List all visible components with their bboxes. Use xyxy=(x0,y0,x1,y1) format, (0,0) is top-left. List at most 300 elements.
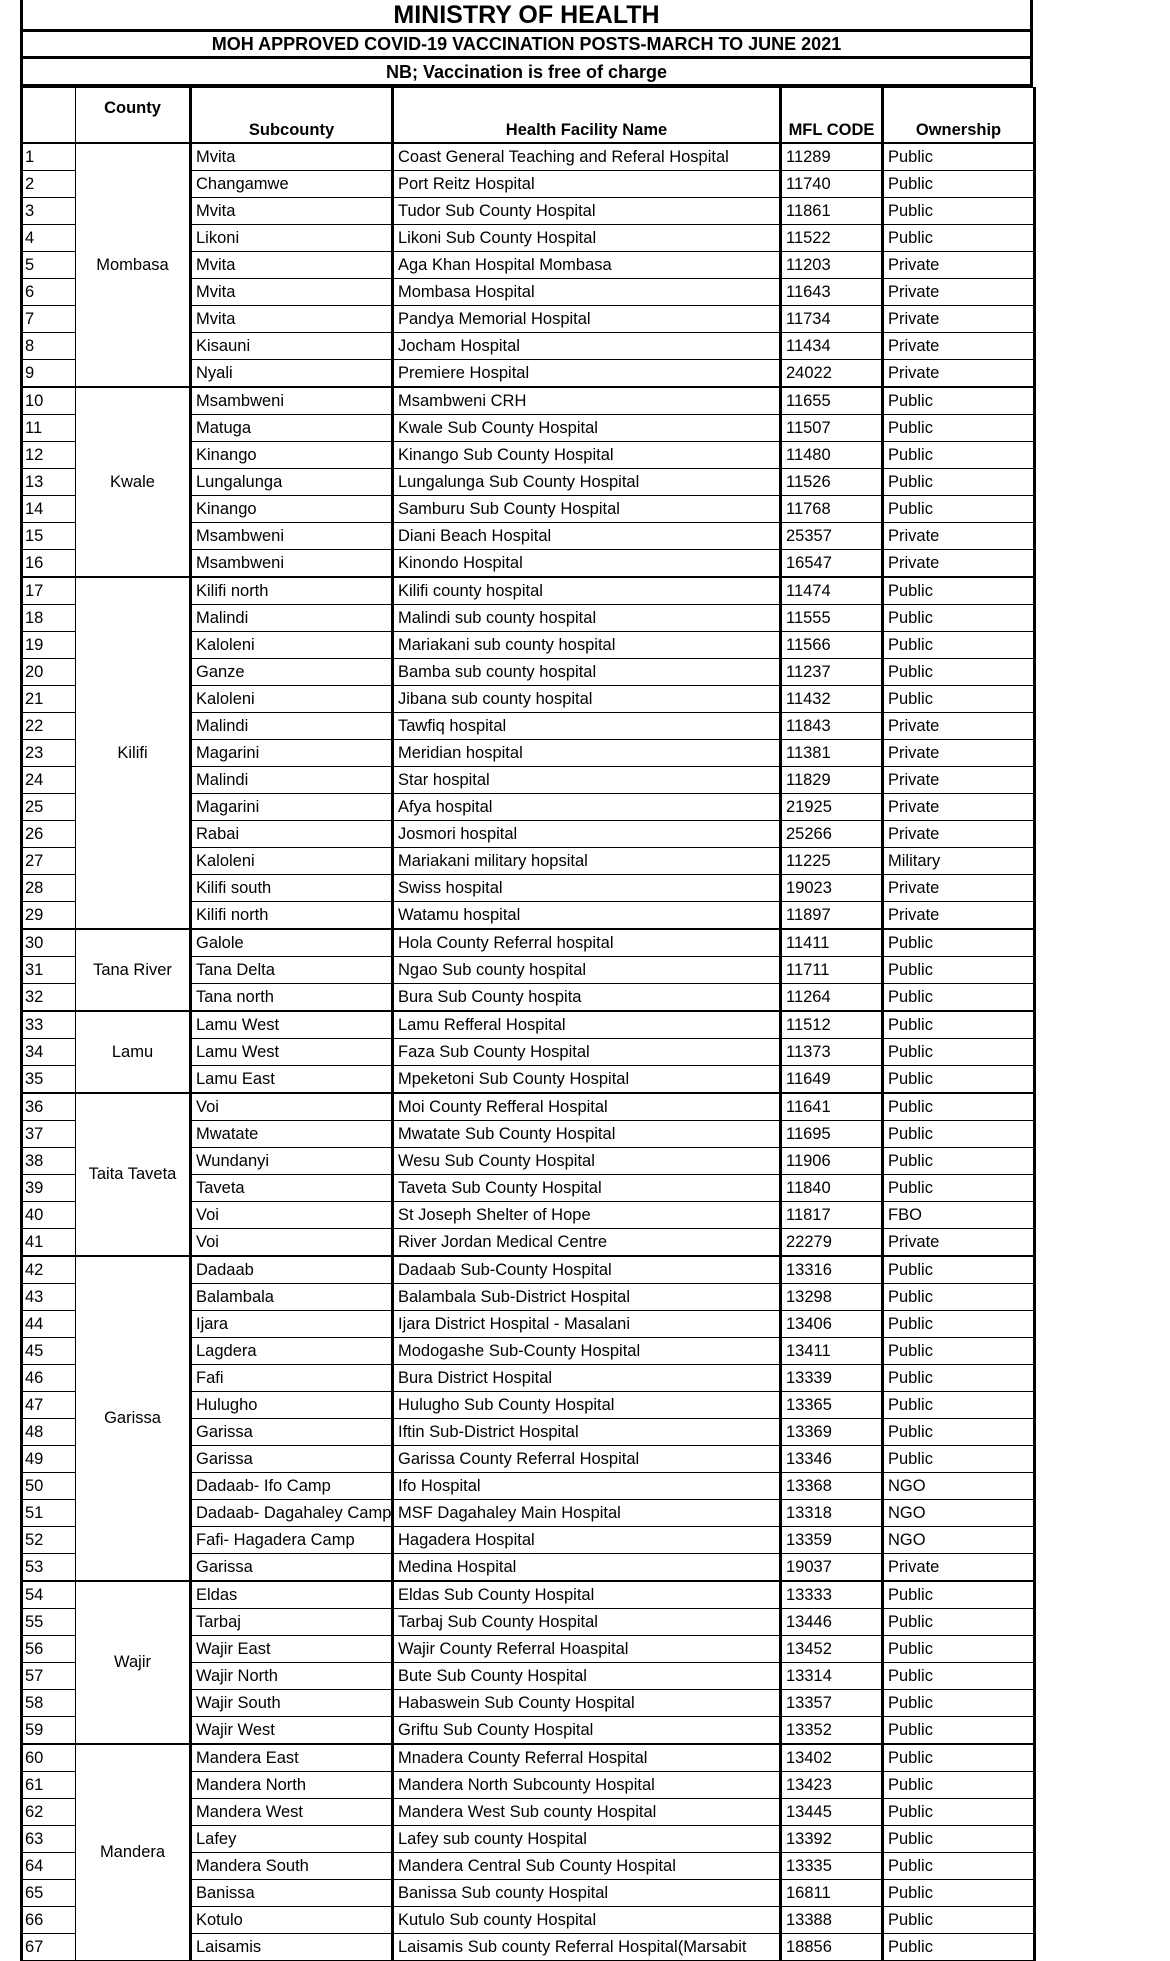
cell-number: 13 xyxy=(22,468,76,495)
cell-ownership: Private xyxy=(883,820,1035,847)
cell-county: Kwale xyxy=(76,387,191,577)
cell-number: 30 xyxy=(22,929,76,957)
cell-number: 50 xyxy=(22,1472,76,1499)
cell-subcounty: Garissa xyxy=(191,1553,393,1581)
cell-mfl-code: 11411 xyxy=(781,929,883,957)
cell-county: Wajir xyxy=(76,1581,191,1744)
cell-number: 12 xyxy=(22,441,76,468)
cell-county: Mandera xyxy=(76,1744,191,1961)
cell-ownership: Private xyxy=(883,522,1035,549)
cell-ownership: Private xyxy=(883,766,1035,793)
cell-subcounty: Magarini xyxy=(191,739,393,766)
cell-ownership: Public xyxy=(883,1337,1035,1364)
cell-subcounty: Mvita xyxy=(191,197,393,224)
cell-subcounty: Msambweni xyxy=(191,522,393,549)
cell-facility: Meridian hospital xyxy=(393,739,781,766)
cell-mfl-code: 13402 xyxy=(781,1744,883,1772)
cell-ownership: Public xyxy=(883,1852,1035,1879)
column-header-mfl-code: MFL CODE xyxy=(781,88,883,143)
cell-ownership: NGO xyxy=(883,1526,1035,1553)
cell-subcounty: Rabai xyxy=(191,820,393,847)
cell-facility: Lafey sub county Hospital xyxy=(393,1825,781,1852)
cell-facility: Hulugho Sub County Hospital xyxy=(393,1391,781,1418)
cell-ownership: Private xyxy=(883,549,1035,577)
cell-ownership: Public xyxy=(883,197,1035,224)
cell-ownership: Public xyxy=(883,1608,1035,1635)
cell-facility: Tudor Sub County Hospital xyxy=(393,197,781,224)
cell-facility: Coast General Teaching and Referal Hospital xyxy=(393,143,781,171)
cell-ownership: Public xyxy=(883,1283,1035,1310)
cell-facility: Bute Sub County Hospital xyxy=(393,1662,781,1689)
cell-number: 57 xyxy=(22,1662,76,1689)
cell-mfl-code: 13411 xyxy=(781,1337,883,1364)
cell-number: 11 xyxy=(22,414,76,441)
cell-subcounty: Mvita xyxy=(191,143,393,171)
cell-facility: Laisamis Sub county Referral Hospital(Marsabit xyxy=(393,1933,781,1960)
cell-subcounty: Lagdera xyxy=(191,1337,393,1364)
cell-facility: Griftu Sub County Hospital xyxy=(393,1716,781,1744)
cell-number: 16 xyxy=(22,549,76,577)
cell-ownership: Public xyxy=(883,1038,1035,1065)
cell-number: 40 xyxy=(22,1201,76,1228)
cell-mfl-code: 13333 xyxy=(781,1581,883,1609)
cell-ownership: Public xyxy=(883,1011,1035,1039)
cell-facility: Jocham Hospital xyxy=(393,332,781,359)
cell-ownership: Public xyxy=(883,387,1035,415)
cell-mfl-code: 11237 xyxy=(781,658,883,685)
cell-subcounty: Mvita xyxy=(191,278,393,305)
cell-ownership: FBO xyxy=(883,1201,1035,1228)
cell-number: 43 xyxy=(22,1283,76,1310)
cell-facility: Modogashe Sub-County Hospital xyxy=(393,1337,781,1364)
cell-subcounty: Likoni xyxy=(191,224,393,251)
cell-number: 48 xyxy=(22,1418,76,1445)
cell-number: 4 xyxy=(22,224,76,251)
cell-number: 35 xyxy=(22,1065,76,1093)
cell-number: 2 xyxy=(22,170,76,197)
cell-facility: Kinondo Hospital xyxy=(393,549,781,577)
cell-subcounty: Lamu East xyxy=(191,1065,393,1093)
cell-facility: Mandera West Sub county Hospital xyxy=(393,1798,781,1825)
cell-mfl-code: 11897 xyxy=(781,901,883,929)
cell-subcounty: Dadaab- Ifo Camp xyxy=(191,1472,393,1499)
cell-mfl-code: 11711 xyxy=(781,956,883,983)
cell-facility: Iftin Sub-District Hospital xyxy=(393,1418,781,1445)
cell-facility: Garissa County Referral Hospital xyxy=(393,1445,781,1472)
cell-subcounty: Lamu West xyxy=(191,1011,393,1039)
cell-subcounty: Kaloleni xyxy=(191,685,393,712)
cell-facility: Josmori hospital xyxy=(393,820,781,847)
cell-facility: Ngao Sub county hospital xyxy=(393,956,781,983)
column-header-subcounty: Subcounty xyxy=(191,88,393,143)
cell-facility: Bamba sub county hospital xyxy=(393,658,781,685)
cell-number: 46 xyxy=(22,1364,76,1391)
cell-number: 66 xyxy=(22,1906,76,1933)
cell-facility: Bura District Hospital xyxy=(393,1364,781,1391)
cell-subcounty: Kaloleni xyxy=(191,631,393,658)
cell-mfl-code: 13369 xyxy=(781,1418,883,1445)
table-row xyxy=(22,577,1035,605)
column-header-county: County xyxy=(76,88,191,143)
cell-ownership: Private xyxy=(883,332,1035,359)
cell-facility: Port Reitz Hospital xyxy=(393,170,781,197)
cell-mfl-code: 19037 xyxy=(781,1553,883,1581)
cell-subcounty: Kinango xyxy=(191,495,393,522)
cell-ownership: Public xyxy=(883,1662,1035,1689)
cell-number: 29 xyxy=(22,901,76,929)
cell-mfl-code: 13352 xyxy=(781,1716,883,1744)
cell-number: 14 xyxy=(22,495,76,522)
cell-facility: Kinango Sub County Hospital xyxy=(393,441,781,468)
cell-mfl-code: 24022 xyxy=(781,359,883,387)
cell-mfl-code: 11512 xyxy=(781,1011,883,1039)
cell-facility: Afya hospital xyxy=(393,793,781,820)
cell-mfl-code: 13298 xyxy=(781,1283,883,1310)
cell-subcounty: Malindi xyxy=(191,604,393,631)
cell-facility: Likoni Sub County Hospital xyxy=(393,224,781,251)
cell-facility: Balambala Sub-District Hospital xyxy=(393,1283,781,1310)
cell-subcounty: Kilifi north xyxy=(191,901,393,929)
cell-subcounty: Ijara xyxy=(191,1310,393,1337)
cell-facility: Samburu Sub County Hospital xyxy=(393,495,781,522)
cell-county: Kilifi xyxy=(76,577,191,929)
cell-number: 51 xyxy=(22,1499,76,1526)
cell-mfl-code: 25266 xyxy=(781,820,883,847)
cell-subcounty: Kinango xyxy=(191,441,393,468)
cell-subcounty: Wajir East xyxy=(191,1635,393,1662)
cell-subcounty: Tana north xyxy=(191,983,393,1011)
cell-ownership: Public xyxy=(883,1174,1035,1201)
cell-ownership: Public xyxy=(883,1391,1035,1418)
cell-ownership: Public xyxy=(883,1798,1035,1825)
cell-number: 39 xyxy=(22,1174,76,1201)
cell-mfl-code: 11734 xyxy=(781,305,883,332)
cell-ownership: Public xyxy=(883,1635,1035,1662)
cell-ownership: Public xyxy=(883,1744,1035,1772)
cell-subcounty: Laisamis xyxy=(191,1933,393,1960)
table-row xyxy=(22,1256,1035,1284)
cell-mfl-code: 11768 xyxy=(781,495,883,522)
cell-number: 19 xyxy=(22,631,76,658)
cell-ownership: Public xyxy=(883,983,1035,1011)
cell-ownership: Public xyxy=(883,577,1035,605)
cell-mfl-code: 11381 xyxy=(781,739,883,766)
cell-subcounty: Hulugho xyxy=(191,1391,393,1418)
cell-facility: Pandya Memorial Hospital xyxy=(393,305,781,332)
cell-facility: Kwale Sub County Hospital xyxy=(393,414,781,441)
facilities-table xyxy=(20,87,1036,1961)
cell-number: 53 xyxy=(22,1553,76,1581)
cell-number: 23 xyxy=(22,739,76,766)
cell-mfl-code: 25357 xyxy=(781,522,883,549)
cell-ownership: Public xyxy=(883,1310,1035,1337)
cell-subcounty: Garissa xyxy=(191,1418,393,1445)
cell-ownership: Private xyxy=(883,359,1035,387)
cell-mfl-code: 11843 xyxy=(781,712,883,739)
page-title: MINISTRY OF HEALTH xyxy=(20,0,1033,32)
cell-subcounty: Wundanyi xyxy=(191,1147,393,1174)
cell-facility: Tarbaj Sub County Hospital xyxy=(393,1608,781,1635)
cell-subcounty: Tarbaj xyxy=(191,1608,393,1635)
cell-number: 10 xyxy=(22,387,76,415)
cell-facility: Mombasa Hospital xyxy=(393,278,781,305)
table-body xyxy=(22,143,1035,1961)
cell-ownership: Public xyxy=(883,495,1035,522)
cell-facility: Dadaab Sub-County Hospital xyxy=(393,1256,781,1284)
cell-number: 33 xyxy=(22,1011,76,1039)
cell-subcounty: Matuga xyxy=(191,414,393,441)
cell-facility: Msambweni CRH xyxy=(393,387,781,415)
cell-facility: Tawfiq hospital xyxy=(393,712,781,739)
cell-mfl-code: 11526 xyxy=(781,468,883,495)
cell-ownership: Public xyxy=(883,1256,1035,1284)
cell-mfl-code: 16547 xyxy=(781,549,883,577)
cell-ownership: Public xyxy=(883,468,1035,495)
cell-facility: Banissa Sub county Hospital xyxy=(393,1879,781,1906)
cell-mfl-code: 11641 xyxy=(781,1093,883,1121)
cell-ownership: Private xyxy=(883,874,1035,901)
cell-mfl-code: 11522 xyxy=(781,224,883,251)
table-row xyxy=(22,1744,1035,1772)
cell-subcounty: Mandera East xyxy=(191,1744,393,1772)
cell-mfl-code: 11432 xyxy=(781,685,883,712)
cell-mfl-code: 11655 xyxy=(781,387,883,415)
cell-ownership: Public xyxy=(883,1689,1035,1716)
cell-mfl-code: 11480 xyxy=(781,441,883,468)
cell-county: Mombasa xyxy=(76,143,191,387)
cell-subcounty: Lungalunga xyxy=(191,468,393,495)
cell-facility: Mpeketoni Sub County Hospital xyxy=(393,1065,781,1093)
cell-ownership: Public xyxy=(883,1825,1035,1852)
cell-number: 64 xyxy=(22,1852,76,1879)
cell-subcounty: Voi xyxy=(191,1228,393,1256)
cell-number: 28 xyxy=(22,874,76,901)
cell-mfl-code: 11474 xyxy=(781,577,883,605)
cell-ownership: Public xyxy=(883,1879,1035,1906)
cell-facility: Swiss hospital xyxy=(393,874,781,901)
cell-county: Taita Taveta xyxy=(76,1093,191,1256)
cell-mfl-code: 22279 xyxy=(781,1228,883,1256)
cell-facility: Habaswein Sub County Hospital xyxy=(393,1689,781,1716)
cell-mfl-code: 21925 xyxy=(781,793,883,820)
cell-subcounty: Mandera South xyxy=(191,1852,393,1879)
cell-number: 17 xyxy=(22,577,76,605)
cell-facility: Lamu Refferal Hospital xyxy=(393,1011,781,1039)
cell-facility: Lungalunga Sub County Hospital xyxy=(393,468,781,495)
cell-number: 54 xyxy=(22,1581,76,1609)
cell-facility: Moi County Refferal Hospital xyxy=(393,1093,781,1121)
cell-subcounty: Msambweni xyxy=(191,387,393,415)
cell-mfl-code: 11566 xyxy=(781,631,883,658)
table-row xyxy=(22,1581,1035,1609)
cell-facility: Watamu hospital xyxy=(393,901,781,929)
cell-facility: Diani Beach Hospital xyxy=(393,522,781,549)
cell-number: 8 xyxy=(22,332,76,359)
cell-ownership: Private xyxy=(883,251,1035,278)
cell-number: 20 xyxy=(22,658,76,685)
cell-mfl-code: 13316 xyxy=(781,1256,883,1284)
cell-ownership: Public xyxy=(883,658,1035,685)
cell-facility: Mariakani military hopsital xyxy=(393,847,781,874)
cell-facility: River Jordan Medical Centre xyxy=(393,1228,781,1256)
cell-ownership: Public xyxy=(883,929,1035,957)
cell-mfl-code: 11203 xyxy=(781,251,883,278)
cell-facility: Hagadera Hospital xyxy=(393,1526,781,1553)
cell-number: 9 xyxy=(22,359,76,387)
cell-facility: Eldas Sub County Hospital xyxy=(393,1581,781,1609)
cell-mfl-code: 11906 xyxy=(781,1147,883,1174)
cell-mfl-code: 13388 xyxy=(781,1906,883,1933)
page-subtitle: MOH APPROVED COVID-19 VACCINATION POSTS-MARCH TO JUNE 2021 xyxy=(20,32,1033,59)
cell-mfl-code: 13318 xyxy=(781,1499,883,1526)
cell-number: 3 xyxy=(22,197,76,224)
cell-facility: Faza Sub County Hospital xyxy=(393,1038,781,1065)
cell-mfl-code: 11555 xyxy=(781,604,883,631)
cell-mfl-code: 13423 xyxy=(781,1771,883,1798)
cell-mfl-code: 13452 xyxy=(781,1635,883,1662)
cell-facility: Mwatate Sub County Hospital xyxy=(393,1120,781,1147)
cell-ownership: Public xyxy=(883,441,1035,468)
cell-subcounty: Kilifi north xyxy=(191,577,393,605)
cell-ownership: Military xyxy=(883,847,1035,874)
cell-ownership: Public xyxy=(883,224,1035,251)
cell-ownership: Public xyxy=(883,956,1035,983)
cell-ownership: Private xyxy=(883,793,1035,820)
cell-subcounty: Mvita xyxy=(191,251,393,278)
cell-ownership: Private xyxy=(883,712,1035,739)
cell-mfl-code: 13445 xyxy=(781,1798,883,1825)
cell-number: 21 xyxy=(22,685,76,712)
cell-number: 45 xyxy=(22,1337,76,1364)
cell-number: 25 xyxy=(22,793,76,820)
cell-number: 7 xyxy=(22,305,76,332)
cell-mfl-code: 13335 xyxy=(781,1852,883,1879)
cell-ownership: NGO xyxy=(883,1499,1035,1526)
cell-number: 60 xyxy=(22,1744,76,1772)
cell-number: 52 xyxy=(22,1526,76,1553)
column-header-number xyxy=(22,88,76,143)
cell-number: 55 xyxy=(22,1608,76,1635)
cell-facility: Kutulo Sub county Hospital xyxy=(393,1906,781,1933)
cell-number: 1 xyxy=(22,143,76,171)
cell-ownership: Public xyxy=(883,604,1035,631)
table-row xyxy=(22,1093,1035,1121)
cell-mfl-code: 13314 xyxy=(781,1662,883,1689)
cell-facility: Premiere Hospital xyxy=(393,359,781,387)
cell-number: 37 xyxy=(22,1120,76,1147)
cell-ownership: Public xyxy=(883,1933,1035,1960)
cell-facility: Aga Khan Hospital Mombasa xyxy=(393,251,781,278)
cell-facility: MSF Dagahaley Main Hospital xyxy=(393,1499,781,1526)
cell-ownership: Private xyxy=(883,278,1035,305)
cell-ownership: Private xyxy=(883,305,1035,332)
cell-subcounty: Changamwe xyxy=(191,170,393,197)
cell-number: 44 xyxy=(22,1310,76,1337)
cell-ownership: Public xyxy=(883,1120,1035,1147)
cell-facility: Hola County Referral hospital xyxy=(393,929,781,957)
cell-subcounty: Kisauni xyxy=(191,332,393,359)
cell-ownership: Private xyxy=(883,1553,1035,1581)
cell-subcounty: Lamu West xyxy=(191,1038,393,1065)
cell-ownership: Public xyxy=(883,1093,1035,1121)
cell-subcounty: Banissa xyxy=(191,1879,393,1906)
cell-ownership: Public xyxy=(883,1716,1035,1744)
free-of-charge-note: NB; Vaccination is free of charge xyxy=(20,59,1033,87)
cell-subcounty: Taveta xyxy=(191,1174,393,1201)
cell-ownership: Public xyxy=(883,1581,1035,1609)
cell-mfl-code: 11740 xyxy=(781,170,883,197)
cell-ownership: Private xyxy=(883,901,1035,929)
cell-subcounty: Voi xyxy=(191,1093,393,1121)
cell-ownership: Public xyxy=(883,685,1035,712)
cell-subcounty: Kaloleni xyxy=(191,847,393,874)
cell-county: Garissa xyxy=(76,1256,191,1581)
cell-facility: Wesu Sub County Hospital xyxy=(393,1147,781,1174)
cell-number: 26 xyxy=(22,820,76,847)
cell-mfl-code: 13359 xyxy=(781,1526,883,1553)
cell-ownership: Public xyxy=(883,1418,1035,1445)
cell-number: 36 xyxy=(22,1093,76,1121)
cell-county: Tana River xyxy=(76,929,191,1011)
cell-subcounty: Nyali xyxy=(191,359,393,387)
cell-mfl-code: 11225 xyxy=(781,847,883,874)
cell-number: 63 xyxy=(22,1825,76,1852)
cell-subcounty: Malindi xyxy=(191,766,393,793)
cell-subcounty: Mvita xyxy=(191,305,393,332)
cell-subcounty: Msambweni xyxy=(191,549,393,577)
cell-facility: St Joseph Shelter of Hope xyxy=(393,1201,781,1228)
cell-number: 32 xyxy=(22,983,76,1011)
cell-mfl-code: 11507 xyxy=(781,414,883,441)
cell-number: 59 xyxy=(22,1716,76,1744)
cell-ownership: NGO xyxy=(883,1472,1035,1499)
cell-ownership: Private xyxy=(883,1228,1035,1256)
cell-subcounty: Kotulo xyxy=(191,1906,393,1933)
cell-facility: Ijara District Hospital - Masalani xyxy=(393,1310,781,1337)
cell-subcounty: Fafi- Hagadera Camp xyxy=(191,1526,393,1553)
cell-number: 22 xyxy=(22,712,76,739)
cell-mfl-code: 11817 xyxy=(781,1201,883,1228)
cell-facility: Ifo Hospital xyxy=(393,1472,781,1499)
table-row xyxy=(22,929,1035,957)
cell-subcounty: Mandera West xyxy=(191,1798,393,1825)
cell-county: Lamu xyxy=(76,1011,191,1093)
cell-subcounty: Balambala xyxy=(191,1283,393,1310)
table-header xyxy=(22,88,1035,143)
cell-facility: Star hospital xyxy=(393,766,781,793)
cell-mfl-code: 11695 xyxy=(781,1120,883,1147)
cell-facility: Mnadera County Referral Hospital xyxy=(393,1744,781,1772)
cell-subcounty: Kilifi south xyxy=(191,874,393,901)
cell-mfl-code: 19023 xyxy=(781,874,883,901)
cell-facility: Medina Hospital xyxy=(393,1553,781,1581)
cell-ownership: Public xyxy=(883,1906,1035,1933)
cell-mfl-code: 13357 xyxy=(781,1689,883,1716)
cell-mfl-code: 18856 xyxy=(781,1933,883,1960)
cell-facility: Mandera North Subcounty Hospital xyxy=(393,1771,781,1798)
cell-subcounty: Fafi xyxy=(191,1364,393,1391)
cell-number: 18 xyxy=(22,604,76,631)
cell-facility: Wajir County Referral Hoaspital xyxy=(393,1635,781,1662)
cell-number: 67 xyxy=(22,1933,76,1960)
cell-ownership: Public xyxy=(883,170,1035,197)
cell-mfl-code: 11861 xyxy=(781,197,883,224)
cell-number: 62 xyxy=(22,1798,76,1825)
column-header-facility: Health Facility Name xyxy=(393,88,781,143)
cell-ownership: Public xyxy=(883,1771,1035,1798)
cell-mfl-code: 13368 xyxy=(781,1472,883,1499)
cell-subcounty: Voi xyxy=(191,1201,393,1228)
